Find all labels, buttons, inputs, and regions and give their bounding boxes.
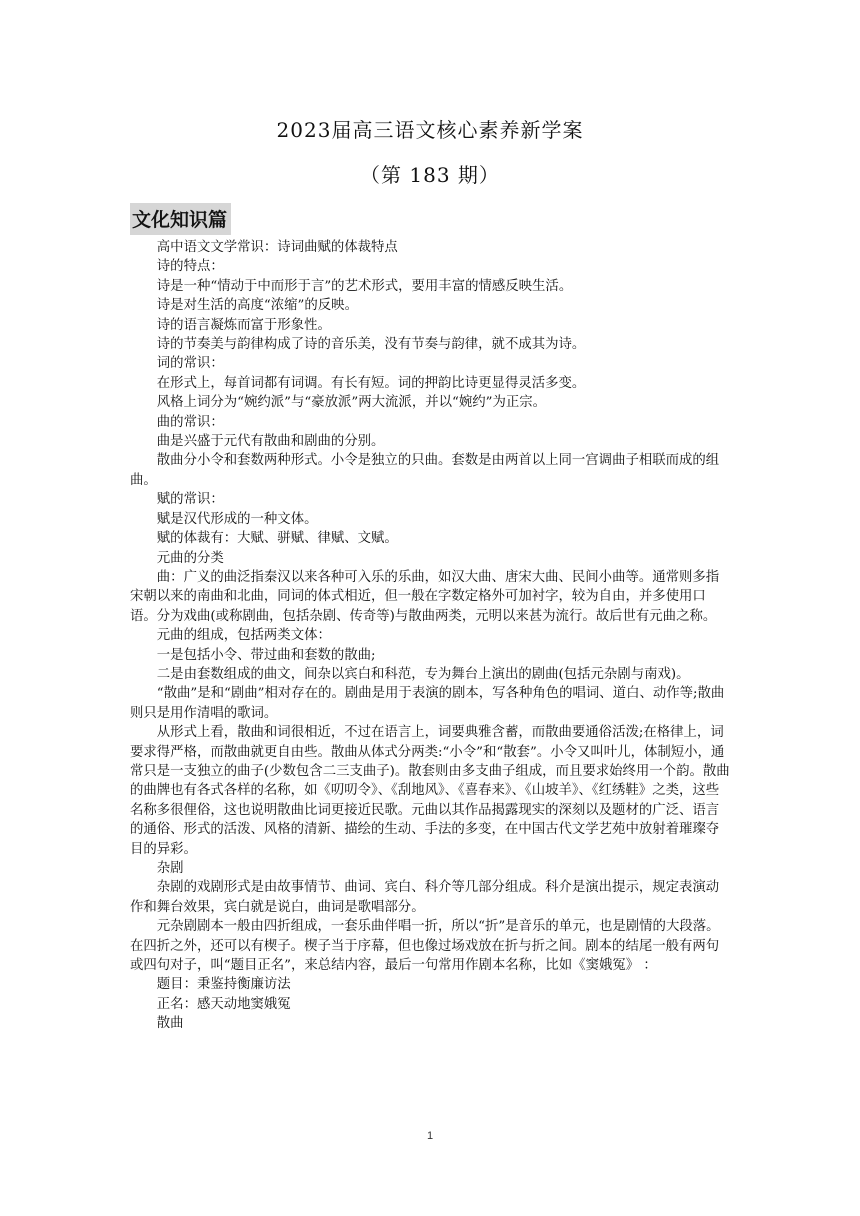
paragraph: 元曲的组成，包括两类文体： [156,628,331,644]
paragraph: 杂剧 [156,861,184,876]
page-number: 1 [426,1130,434,1142]
paragraph: 诗的特点： [156,259,224,275]
paragraph: 杂剧的戏剧形式是由故事情节、曲词、宾白、科介等几部分组成。科介是演出提示，规定表演动作和舞台效果，宾白就是说白，曲词是歌唱部分。 [130,880,720,915]
paragraph: 曲的常识： [156,414,224,430]
paragraph: 赋的常识： [156,492,224,508]
paragraph: 一是包括小令、带过曲和套数的散曲; [156,647,376,663]
paragraph: 诗是对生活的高度“浓缩”的反映。 [156,298,358,314]
paragraph: 曲：广义的曲泛指秦汉以来各种可入乐的乐曲，如汉大曲、唐宋大曲、民间小曲等。通常则多指宋朝以来的南曲和北曲，同词的体式相近，但一般在字数定格外可加衬字，较为自由，并多使用口语。分为戏曲(或称剧曲，包括杂剧、传奇等)与散曲两类，元明以来甚为流行。故后世有元曲之称。 [130,569,720,624]
paragraph: 曲是兴盛于元代有散曲和剧曲的分别。 [156,434,385,450]
paragraph: 诗的语言凝炼而富于形象性。 [156,317,331,333]
document-title: 2023届高三语文核心素养新学案 [276,118,584,142]
paragraph: 风格上词分为“婉约派”与“豪放派”两大流派，并以“婉约”为正宗。 [156,395,547,411]
paragraph: 赋是汉代形成的一种文体。 [156,511,318,527]
paragraph: “散曲”是和“剧曲”相对存在的。剧曲是用于表演的剧本，写各种角色的唱词、道白、动作等;散曲则只是用作清唱的歌词。 [130,686,725,721]
paragraph: 从形式上看，散曲和词很相近，不过在语言上，词要典雅含蓄，而散曲要通俗活泼;在格律上，词要求得严格，而散曲就更自由些。散曲从体式分两类:“小令”和“散套”。小令又叫叶儿，体制短小，通常只是一支独立的曲子(少数包含二三支曲子)。散套则由多支曲子组成，而且要求始终用一个韵。散曲的曲牌也有各式各样的名称，如《叨叨令》、《刮地风》、《喜春来》、《山坡羊》、《红绣鞋》之类，这些名称多很俚俗，这也说明散曲比词更接近民歌。元曲以其作品揭露现实的深刻以及题材的广泛、语言的通俗、形式的活泼、风格的清新、描绘的生动、手法的多变，在中国古代文学艺苑中放射着璀璨夺目的异彩。 [130,725,730,857]
paragraph: 赋的体裁有：大赋、骈赋、律赋、文赋。 [156,531,398,547]
issue-number: （第 183 期） [360,163,500,187]
paragraph: 诗是一种“情动于中而形于言”的艺术形式，要用丰富的情感反映生活。 [156,278,573,294]
section-heading: 文化知识篇 [130,203,231,235]
paragraph: 题目：秉鉴持衡廉访法 [156,977,291,993]
paragraph: 高中语文文学常识：诗词曲赋的体裁特点 [156,240,398,255]
paragraph: 散曲 [156,1016,184,1032]
paragraph: 正名：感天动地窦娥冤 [156,996,291,1012]
paragraph: 词的常识： [156,356,224,372]
body-text [130,238,730,1034]
paragraph: 散曲分小令和套数两种形式。小令是独立的只曲。套数是由两首以上同一宫调曲子相联而成的组曲。 [130,453,720,488]
paragraph: 二是由套数组成的曲文，间杂以宾白和科范，专为舞台上演出的剧曲(包括元杂剧与南戏)。 [156,666,690,682]
paragraph: 诗的节奏美与韵律构成了诗的音乐美，没有节奏与韵律，就不成其为诗。 [156,337,586,353]
paragraph: 在形式上，每首词都有词调。有长有短。词的押韵比诗更显得灵活多变。 [156,375,586,391]
paragraph: 元杂剧剧本一般由四折组成，一套乐曲伴唱一折，所以“折”是音乐的单元，也是剧情的大段落。在四折之外，还可以有楔子。楔子当于序幕，但也像过场戏放在折与折之间。剧本的结尾一般有两句或四句对子，叫“题目正名”，来总结内容，最后一句常用作剧本名称，比如《窦娥冤》 ： [130,919,720,974]
paragraph: 元曲的分类 [156,550,224,566]
